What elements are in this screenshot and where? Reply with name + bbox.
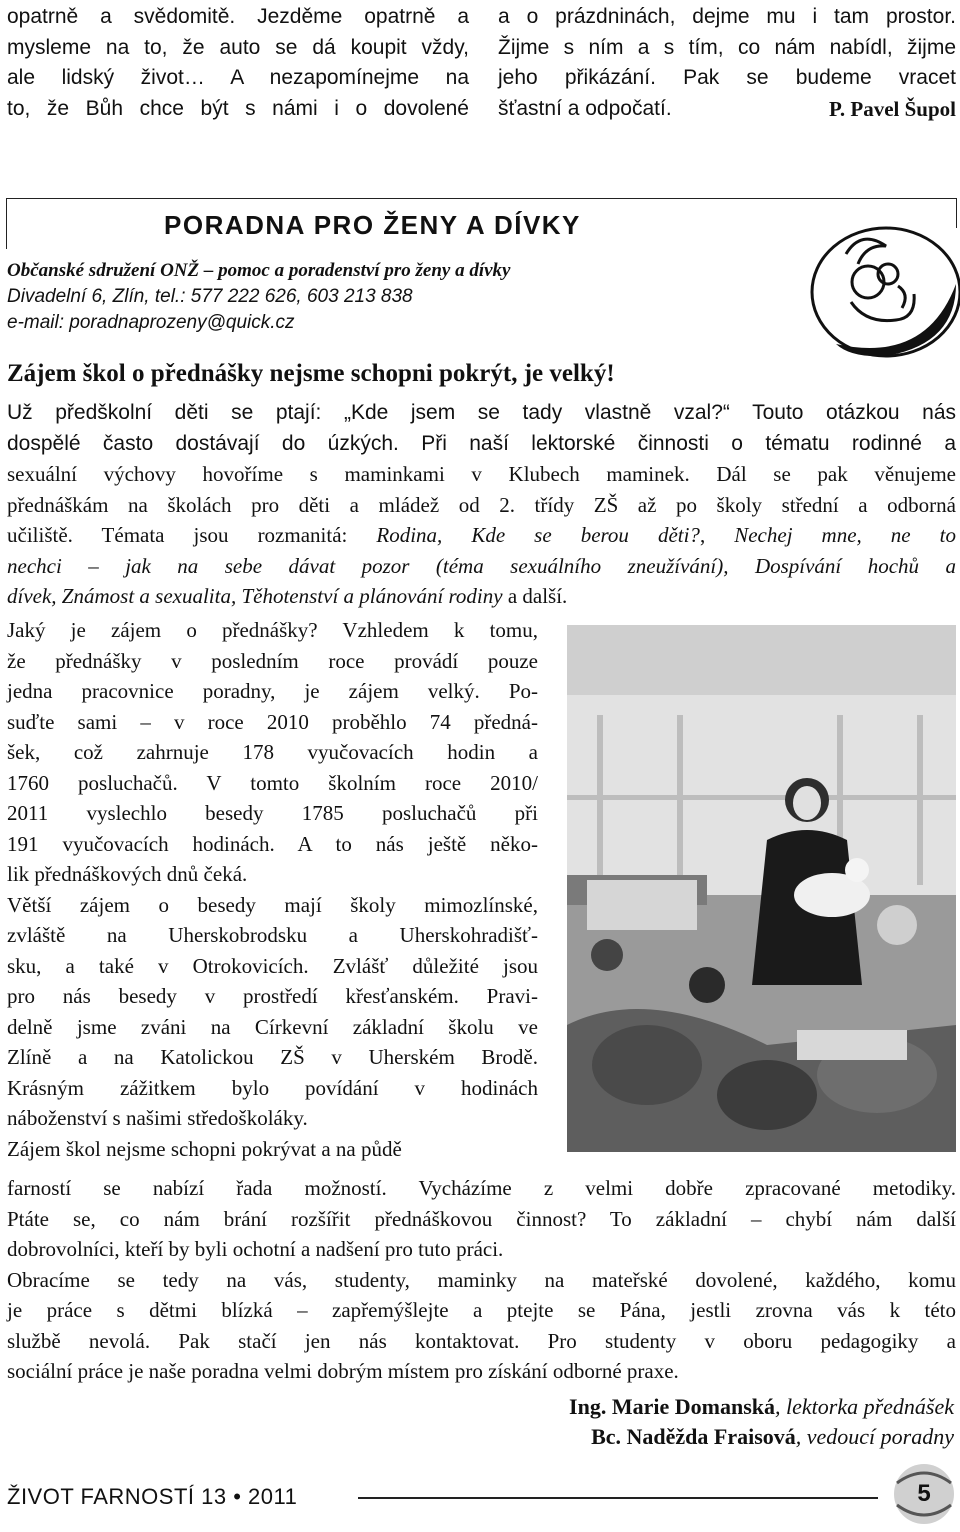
text-line: sexuální výchovy hovoříme s maminkami v Klubech maminek. Dál se pak věnujeme — [7, 462, 956, 486]
mother-and-child-logo-icon — [806, 224, 960, 360]
topic-title: Rodina, Kde se berou děti? — [376, 523, 700, 547]
text-line: to, že Bůh chce být s námi i o dovolené — [7, 96, 469, 120]
text-line: jedna pracovnice poradny, je zájem velký. Po- — [7, 679, 538, 703]
page-number: 5 — [917, 1480, 931, 1507]
text-line: suďte sami – v roce 2010 proběhlo 74 předná- — [7, 709, 538, 734]
footer-rule — [358, 1497, 878, 1499]
text-line: pro nás besedy v prostředí křesťanském. Pravi- — [7, 984, 538, 1008]
section-heading: PORADNA PRO ŽENY A DÍVKY — [164, 210, 581, 240]
text-line — [498, 94, 956, 125]
text-fragment: , — [699, 523, 735, 547]
topic-title: dívek, Známost a sexualita, Těhotenství a plánování rodiny — [7, 584, 503, 608]
top-left-column — [7, 2, 469, 124]
text-line: Už předškolní děti se ptají: „Kde jsem se tady vlastně vzal?“ Touto otázkou nás — [7, 401, 956, 424]
classroom-photo — [567, 625, 956, 1152]
footer-title: ŽIVOT FARNOSTÍ 13 • 2011 — [7, 1484, 298, 1509]
organization-info — [7, 258, 510, 336]
text-line: Zlíně a na Katolickou ZŠ v Uherském Brodě. — [7, 1045, 538, 1069]
classroom-photo-icon — [567, 625, 956, 1152]
text-line: delně jsme zváni na Církevní základní školu ve — [7, 1014, 538, 1039]
text-line: jeho přikázání. Pak se budeme vracet — [498, 66, 956, 89]
article-signatures — [569, 1392, 954, 1452]
text-fragment: učiliště. Témata jsou rozmanitá: — [7, 523, 377, 547]
article-title: Zájem škol o přednášky nejsme schopni pokrýt, je velký! — [7, 360, 615, 387]
organization-name: Občanské sdružení ONŽ – pomoc a poradenství pro ženy a dívky — [7, 260, 511, 281]
text-line: Jaký je zájem o přednášky? Vzhledem k tomu, — [7, 618, 538, 642]
signature-line — [569, 1422, 954, 1452]
top-right-column — [498, 2, 956, 124]
topic-title: nechci – jak na sebe dávat pozor (téma sexuálního zneužívání), Dospívání hochů a — [7, 553, 956, 578]
text-line: 1760 posluchačů. V tomto školním roce 2010/ — [7, 770, 538, 795]
article-body-wide — [7, 459, 956, 612]
article-intro — [7, 398, 956, 459]
text-line: Žijme s ním a s tím, co nám nabídl, žijme — [498, 35, 956, 59]
text-line: je práce s dětmi blízká – zapřemýšlejte a ptejte se Pána, jestli zrovna vás k této — [7, 1298, 956, 1322]
text-line: mysleme na to, že auto se dá koupit vždy, — [7, 35, 469, 59]
text-fragment: šťastní a odpočatí. — [498, 96, 672, 120]
author-signature: P. Pavel Šupol — [828, 96, 956, 121]
text-line — [7, 551, 956, 582]
text-line: opatrně a svědomitě. Jezděme opatrně a — [7, 5, 469, 28]
signature-name: Bc. Naděžda Fraisová — [591, 1424, 796, 1449]
text-line: a o prázdninách, dejme mu i tam prostor. — [498, 5, 956, 28]
signature-role: , vedoucí poradny — [795, 1424, 954, 1449]
text-fragment: a další. — [502, 584, 568, 608]
text-line: přednáškám na školách pro děti a mládež od 2. třídy ZŠ až po školy střední a odborná — [7, 492, 956, 517]
text-line: sku, a také v Otrokovicích. Zvlášť důležité jsou — [7, 953, 538, 978]
article-column — [7, 615, 538, 1164]
text-line — [7, 520, 956, 551]
text-line: Obracíme se tedy na vás, studenty, maminky na mateřské dovolené, každého, komu — [7, 1267, 956, 1292]
text-line: ale lidský život… A nezapomínejme na — [7, 66, 469, 89]
signature-name: Ing. Marie Domanská — [569, 1394, 775, 1419]
text-line: zvláště na Uherskobrodsku a Uherskohradišť- — [7, 923, 538, 947]
text-line: šek, což zahrnuje 178 vyučovacích hodin a — [7, 740, 538, 764]
text-line — [7, 581, 956, 612]
text-line: sociální práce je naše poradna velmi dobrým místem pro získání odborné praxe. — [7, 1359, 679, 1383]
text-line: službě nevolá. Pak stačí jen nás kontaktovat. Pro studenty v oboru pedagogiky a — [7, 1328, 956, 1353]
text-line: Krásným zážitkem bylo povídání v hodinách — [7, 1075, 538, 1100]
text-line: Větší zájem o besedy mají školy mimozlínské, — [7, 892, 538, 917]
text-line: Zájem škol nejsme schopni pokrývat a na půdě — [7, 1136, 402, 1161]
signature-line — [569, 1392, 954, 1422]
organization-email: e-mail: poradnaprozeny@quick.cz — [7, 312, 295, 333]
text-line: Ptáte se, co nám brání rozšířit přednáškovou činnost? To základní – chybí nám další — [7, 1206, 956, 1231]
text-line: 2011 vyslechlo besedy 1785 posluchačů při — [7, 801, 538, 825]
organization-address: Divadelní 6, Zlín, tel.: 577 222 626, 603 213 838 — [7, 286, 413, 307]
text-line: farností se nabízí řada možností. Vycházíme z velmi dobře zpracované metodiky. — [7, 1176, 956, 1200]
topic-title: Nechej mne, ne to — [734, 523, 956, 547]
text-line: náboženství s našimi středoškoláky. — [7, 1106, 308, 1130]
article-body-bottom — [7, 1173, 956, 1387]
text-line: lik přednáškových dnů čeká. — [7, 862, 248, 886]
text-line: dobrovolníci, kteří by byli ochotní a nadšení pro tuto práci. — [7, 1237, 504, 1261]
text-line: dospělé často dostávají do úzkých. Při naší lektorské činnosti o tématu rodinné a — [7, 431, 956, 455]
text-line: že přednášky v posledním roce provádí pouze — [7, 648, 538, 673]
text-line: 191 vyučovacích hodinách. A to nás ještě něko- — [7, 831, 538, 856]
signature-role: , lektorka přednášek — [775, 1394, 954, 1419]
